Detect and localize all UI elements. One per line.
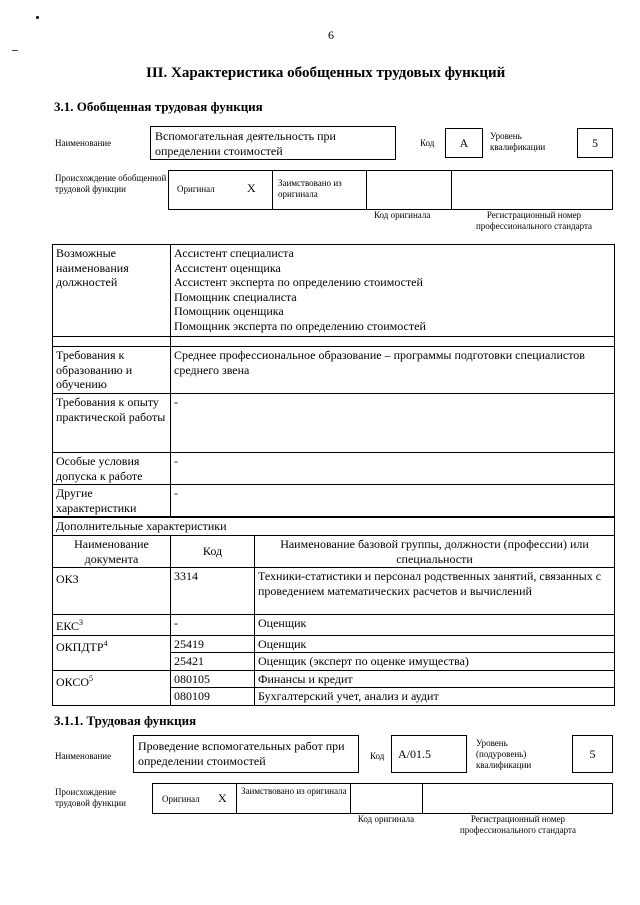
requirement-label: Требования к опыту практической работы	[53, 394, 171, 453]
row-code: -	[171, 615, 255, 636]
requirement-row	[53, 347, 615, 394]
table-row	[53, 568, 615, 615]
positions-label: Возможные наименования должностей	[53, 245, 171, 337]
table-row	[53, 670, 615, 688]
requirement-label: Требования к образованию и обучению	[53, 347, 171, 394]
row-doc: ОКСО$^5$	[53, 670, 171, 705]
gtf-code-original-caption: Код оригинала	[374, 210, 431, 220]
table-row	[53, 615, 615, 636]
scan-dot	[36, 16, 39, 19]
row-code: 080109	[171, 688, 255, 706]
tf-origin-label: Происхождение трудовой функции	[55, 787, 126, 808]
position-item: Помощник оценщика	[174, 304, 284, 318]
positions-row	[53, 245, 615, 337]
gtf-heading: 3.1. Обобщенная трудовая функция	[54, 99, 263, 114]
row-name: Оценщик	[255, 615, 615, 636]
gtf-origin-table	[168, 170, 613, 210]
table-row	[53, 635, 615, 653]
gtf-code-value	[445, 128, 483, 158]
tf-original-label: Оригинал	[162, 794, 200, 804]
row-doc: ОКПДТР$^4$	[53, 635, 171, 670]
requirement-label: Другие характеристики	[53, 485, 171, 517]
tf-code-label: Код	[370, 751, 385, 761]
tf-reg-number-caption: Регистрационный номер профессионального стандарта	[459, 814, 577, 835]
row-code: 25421	[171, 653, 255, 671]
tf-code-original-caption: Код оригинала	[357, 814, 415, 824]
tf-original-mark: X	[218, 791, 227, 805]
additional-table	[52, 517, 615, 706]
additional-header-row	[53, 536, 615, 568]
row-doc: ОКЗ	[53, 568, 171, 615]
position-item: Ассистент специалиста	[174, 246, 294, 260]
tf-heading: 3.1.1. Трудовая функция	[54, 713, 197, 728]
header-doc: Наименование документа	[53, 536, 171, 568]
position-item: Помощник специалиста	[174, 289, 297, 304]
gtf-reg-number-caption: Регистрационный номер профессионального стандарта	[475, 210, 593, 231]
requirement-value: Среднее профессиональное образование – программы подготовки специалистов среднего звена	[171, 347, 615, 394]
position-item: Помощник эксперта по определению стоимостей	[174, 318, 426, 333]
requirement-value: -	[171, 394, 615, 453]
row-code: 3314	[171, 568, 255, 615]
position-item: Ассистент оценщика	[174, 260, 281, 275]
gtf-name-value	[150, 126, 396, 160]
tf-name-label: Наименование	[55, 751, 112, 761]
header-code: Код	[171, 536, 255, 568]
row-doc: ЕКС$^3$	[53, 615, 171, 636]
gtf-code-text: А	[459, 136, 469, 150]
requirement-label: Особые условия допуска к работе	[53, 453, 171, 485]
section-title: III. Характеристика обобщенных трудовых функций	[146, 65, 506, 81]
row-name: Оценщик (эксперт по оценке имущества)	[255, 653, 615, 671]
tf-code-text: A/01.5	[398, 747, 431, 761]
header-name: Наименование базовой группы, должности (профессии) или специальности	[255, 536, 615, 568]
gtf-level-label: Уровень квалификации	[490, 131, 546, 152]
tf-level-text: 5	[589, 747, 596, 761]
positions-list	[171, 245, 615, 337]
page-number: 6	[328, 28, 334, 42]
requirement-value: -	[171, 453, 615, 485]
scan-dash	[12, 50, 18, 51]
gtf-name-label: Наименование	[55, 138, 112, 148]
gtf-origin-label: Происхождение обобщенной трудовой функции	[55, 173, 167, 194]
gtf-name-text: Вспомогательная деятельность при определении стоимостей	[155, 129, 336, 158]
requirement-row	[53, 485, 615, 517]
gtf-borrowed-label: Заимствовано из оригинала	[278, 178, 342, 199]
requirement-row	[53, 453, 615, 485]
requirement-row	[53, 394, 615, 453]
row-code: 25419	[171, 635, 255, 653]
gtf-original-label: Оригинал	[177, 184, 215, 194]
row-name: Оценщик	[255, 635, 615, 653]
row-name: Техники-статистики и персонал родственных занятий, связанных с проведением математических расчетов и вычислений	[255, 568, 615, 615]
tf-borrowed-label: Заимствовано из оригинала	[241, 786, 347, 796]
row-name: Бухгалтерский учет, анализ и аудит	[255, 688, 615, 706]
tf-level-label: Уровень (подуровень) квалификации	[476, 738, 532, 770]
gtf-code-label: Код	[420, 138, 435, 148]
tf-name-text: Проведение вспомогательных работ при определении стоимостей	[138, 739, 345, 768]
gtf-level-text: 5	[592, 136, 598, 150]
positions-table	[52, 244, 615, 517]
gtf-level-value	[577, 128, 613, 158]
tf-level-value	[572, 735, 613, 773]
position-item: Ассистент эксперта по определению стоимостей	[174, 275, 423, 289]
row-name: Финансы и кредит	[255, 670, 615, 688]
tf-name-value	[133, 735, 359, 773]
requirement-value: -	[171, 485, 615, 517]
spacer-row	[53, 337, 615, 347]
tf-code-value	[391, 735, 467, 773]
additional-title: Дополнительные характеристики	[53, 518, 615, 536]
gtf-original-mark: X	[247, 181, 256, 195]
row-code: 080105	[171, 670, 255, 688]
